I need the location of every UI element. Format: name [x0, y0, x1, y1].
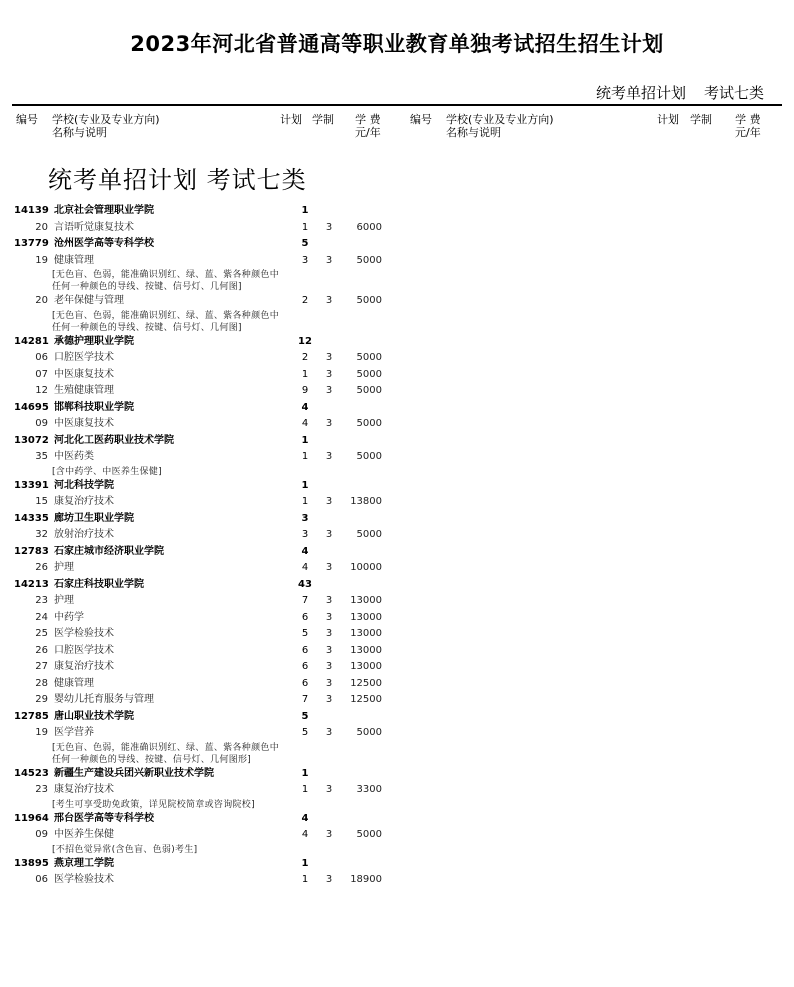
major-row: [0, 494, 420, 511]
major-plan: 3: [301, 254, 309, 266]
major-row: [0, 560, 420, 577]
major-name: 中医康复技术: [54, 418, 114, 429]
school-code: 14695: [14, 401, 49, 413]
major-fee: 13000: [350, 644, 382, 656]
school-plan: 4: [301, 401, 309, 413]
major-fee: 13800: [350, 496, 382, 507]
school-plan: 5: [301, 238, 309, 249]
major-years: 3: [325, 677, 333, 689]
major-plan: 3: [301, 529, 309, 540]
major-fee: 5000: [356, 529, 382, 540]
major-row: [0, 676, 420, 693]
school-row: [0, 544, 420, 561]
major-name: 护理: [54, 595, 74, 606]
major-code: 19: [35, 254, 48, 266]
school-row: [0, 577, 420, 594]
major-years: 3: [325, 595, 333, 606]
major-plan: 1: [301, 368, 309, 380]
col-header-years-right: 学制: [690, 113, 712, 126]
major-years: 3: [325, 784, 333, 795]
school-name: 燕京理工学院: [54, 857, 114, 869]
major-plan: 1: [301, 496, 309, 507]
school-plan: 1: [301, 767, 309, 779]
major-code: 28: [35, 677, 48, 689]
major-years: 3: [325, 727, 333, 738]
school-plan: 1: [301, 479, 309, 491]
major-plan: 2: [301, 295, 309, 306]
school-plan: 3: [301, 512, 309, 524]
header-category: 考试七类: [703, 84, 764, 102]
school-name: 北京社会管理职业学院: [54, 205, 154, 216]
major-note: [无色盲、色弱，能准确识别红、绿、蓝、紫各种颜色中任何一种颜色的导线、按键、信号灯、几何图形]: [52, 742, 280, 765]
major-code: 12: [35, 385, 48, 396]
major-years: 3: [325, 611, 333, 623]
major-plan: 5: [301, 727, 309, 738]
school-plan: 43: [298, 578, 312, 590]
school-name: 新疆生产建设兵团兴新职业技术学院: [54, 767, 214, 779]
major-note: [含中药学、中医养生保健]: [52, 466, 162, 477]
major-plan: 5: [301, 628, 309, 639]
school-row: [0, 511, 420, 528]
header-plan-type: 统考单招计划: [595, 84, 686, 102]
major-code: 23: [35, 784, 48, 795]
school-code: 12783: [14, 545, 49, 557]
major-code: 32: [35, 529, 48, 540]
major-name: 中药学: [54, 611, 84, 623]
major-years: 3: [325, 451, 333, 462]
major-fee: 5000: [356, 295, 382, 306]
col-header-fee-right-line1: 学 费: [735, 113, 761, 126]
col-header-code: 编号: [16, 113, 38, 126]
major-fee: 13000: [350, 595, 382, 606]
school-code: 14213: [14, 578, 49, 590]
major-years: 3: [325, 295, 333, 306]
major-name: 护理: [54, 562, 74, 573]
major-name: 口腔医学技术: [54, 644, 114, 656]
school-name: 邯郸科技职业学院: [54, 401, 134, 413]
school-name: 河北化工医药职业技术学院: [54, 434, 174, 446]
school-plan: 1: [301, 205, 309, 216]
major-row: [0, 610, 420, 627]
school-row: [0, 334, 420, 351]
school-code: 13391: [14, 479, 49, 491]
major-plan: 1: [301, 221, 309, 233]
col-header-school-right-line1: 学校(专业及专业方向): [446, 113, 554, 126]
major-plan: 1: [301, 451, 309, 462]
major-plan: 4: [301, 418, 309, 429]
major-years: 3: [325, 661, 333, 672]
major-name: 口腔医学技术: [54, 352, 114, 363]
major-fee: 13000: [350, 661, 382, 672]
col-header-school-right: [446, 113, 554, 139]
major-name: 康复治疗技术: [54, 496, 114, 507]
major-years: 3: [325, 368, 333, 380]
major-row: [0, 593, 420, 610]
school-row: [0, 856, 420, 873]
major-code: 27: [35, 661, 48, 672]
major-plan: 6: [301, 677, 309, 689]
major-row: [0, 367, 420, 384]
major-fee: 5000: [356, 829, 382, 840]
major-row: [0, 527, 420, 544]
school-code: 13895: [14, 857, 49, 869]
major-fee: 13000: [350, 611, 382, 623]
major-years: 3: [325, 874, 333, 885]
col-header-fee: [355, 113, 381, 139]
major-code: 20: [35, 295, 48, 306]
major-plan: 1: [301, 784, 309, 795]
major-name: 医学营养: [54, 727, 94, 738]
school-plan: 4: [301, 545, 309, 557]
major-fee: 6000: [356, 221, 382, 233]
major-plan: 6: [301, 611, 309, 623]
school-code: 13072: [14, 434, 49, 446]
school-code: 14139: [14, 205, 49, 216]
school-row: [0, 709, 420, 726]
school-name: 石家庄城市经济职业学院: [54, 545, 164, 557]
col-header-years: 学制: [312, 113, 334, 126]
major-fee: 12500: [350, 694, 382, 705]
school-name: 河北科技学院: [54, 479, 114, 491]
major-plan: 4: [301, 829, 309, 840]
major-code: 26: [35, 644, 48, 656]
school-code: 13779: [14, 238, 49, 249]
major-name: 康复治疗技术: [54, 661, 114, 672]
major-code: 09: [35, 418, 48, 429]
major-row: [0, 253, 420, 270]
major-plan: 2: [301, 352, 309, 363]
major-row: [0, 220, 420, 237]
school-name: 石家庄科技职业学院: [54, 578, 144, 590]
major-row: [0, 416, 420, 433]
major-years: 3: [325, 496, 333, 507]
major-row: [0, 449, 420, 466]
school-row: [0, 400, 420, 417]
major-name: 放射治疗技术: [54, 529, 114, 540]
major-code: 09: [35, 829, 48, 840]
major-fee: 5000: [356, 385, 382, 396]
major-years: 3: [325, 254, 333, 266]
major-code: 19: [35, 727, 48, 738]
school-row: [0, 203, 420, 220]
major-code: 23: [35, 595, 48, 606]
major-fee: 5000: [356, 368, 382, 380]
major-years: 3: [325, 352, 333, 363]
major-name: 健康管理: [54, 254, 94, 266]
major-row: [0, 827, 420, 844]
school-plan: 5: [301, 710, 309, 722]
col-header-fee-line1: 学 费: [355, 113, 381, 126]
major-code: 20: [35, 221, 48, 233]
school-name: 唐山职业技术学院: [54, 710, 134, 722]
major-row: [0, 293, 420, 310]
major-name: 健康管理: [54, 677, 94, 689]
major-years: 3: [325, 221, 333, 233]
major-note: [无色盲、色弱，能准确识别红、绿、蓝、紫各种颜色中任何一种颜色的导线、按键、信号灯、几何图]: [52, 270, 280, 292]
major-fee: 5000: [356, 352, 382, 363]
school-row: [0, 433, 420, 450]
major-row: [0, 725, 420, 742]
school-name: 邢台医学高等专科学校: [54, 812, 154, 824]
major-fee: 5000: [356, 451, 382, 462]
major-note: [考生可享受助免政策，详见院校简章或咨询院校]: [52, 799, 255, 810]
school-plan: 4: [301, 812, 309, 824]
school-name: 承德护理职业学院: [54, 335, 134, 347]
school-code: 14523: [14, 767, 49, 779]
major-years: 3: [325, 529, 333, 540]
school-row: [0, 811, 420, 828]
major-name: 中医康复技术: [54, 368, 114, 380]
col-header-school-right-line2: 名称与说明: [446, 126, 501, 139]
major-code: 25: [35, 628, 48, 639]
major-row: [0, 659, 420, 676]
section-title: 统考单招计划 考试七类: [48, 166, 307, 194]
major-code: 15: [35, 496, 48, 507]
major-code: 26: [35, 562, 48, 573]
major-code: 06: [35, 874, 48, 885]
major-row: [0, 626, 420, 643]
major-fee: 5000: [356, 254, 382, 266]
school-plan: 1: [301, 434, 309, 446]
major-plan: 7: [301, 595, 309, 606]
col-header-fee-right: [735, 113, 761, 139]
major-years: 3: [325, 694, 333, 705]
col-header-school: [52, 113, 160, 139]
plan-table: [0, 203, 420, 889]
major-code: 35: [35, 451, 48, 462]
school-code: 11964: [14, 812, 49, 824]
major-name: 医学检验技术: [54, 628, 114, 639]
major-row: [0, 350, 420, 367]
school-name: 沧州医学高等专科学校: [54, 238, 154, 249]
major-name: 中医药类: [54, 451, 94, 462]
major-note: [无色盲、色弱，能准确识别红、绿、蓝、紫各种颜色中任何一种颜色的导线、按键、信号灯、几何图]: [52, 310, 280, 333]
school-code: 14335: [14, 512, 49, 524]
major-years: 3: [325, 418, 333, 429]
col-header-code-right: 编号: [410, 113, 432, 126]
major-plan: 1: [301, 874, 309, 885]
major-fee: 5000: [356, 727, 382, 738]
major-plan: 4: [301, 562, 309, 573]
school-code: 14281: [14, 335, 49, 347]
major-code: 24: [35, 611, 48, 623]
major-fee: 12500: [350, 677, 382, 689]
school-plan: 1: [301, 857, 309, 869]
school-row: [0, 766, 420, 783]
major-name: 医学检验技术: [54, 874, 114, 885]
major-note: [不招色觉异常(含色盲、色弱)考生]: [52, 844, 198, 855]
major-fee: 3300: [356, 784, 382, 795]
col-header-school-line2: 名称与说明: [52, 126, 107, 139]
major-years: 3: [325, 385, 333, 396]
major-name: 中医养生保健: [54, 829, 114, 840]
school-name: 廊坊卫生职业学院: [54, 512, 134, 524]
major-code: 07: [35, 368, 48, 380]
major-name: 康复治疗技术: [54, 784, 114, 795]
col-header-fee-right-line2: 元/年: [735, 126, 761, 139]
major-row: [0, 383, 420, 400]
major-row: [0, 872, 420, 889]
major-name: 老年保健与管理: [54, 295, 124, 306]
document-title: 2023年河北省普通高等职业教育单独考试招生招生计划: [130, 32, 664, 56]
major-code: 06: [35, 352, 48, 363]
major-years: 3: [325, 644, 333, 656]
major-plan: 6: [301, 644, 309, 656]
major-years: 3: [325, 628, 333, 639]
major-fee: 5000: [356, 418, 382, 429]
major-years: 3: [325, 829, 333, 840]
col-header-plan-right: 计划: [657, 113, 679, 126]
major-plan: 9: [301, 385, 309, 396]
major-name: 婴幼儿托育服务与管理: [54, 694, 154, 705]
major-plan: 6: [301, 661, 309, 672]
major-code: 29: [35, 694, 48, 705]
major-years: 3: [325, 562, 333, 573]
header-rule: [12, 104, 782, 106]
col-header-fee-line2: 元/年: [355, 126, 381, 139]
major-fee: 18900: [350, 874, 382, 885]
major-name: 言语听觉康复技术: [54, 221, 134, 233]
school-code: 12785: [14, 710, 49, 722]
col-header-school-line1: 学校(专业及专业方向): [52, 113, 160, 126]
school-row: [0, 236, 420, 253]
school-plan: 12: [298, 335, 312, 347]
major-row: [0, 782, 420, 799]
major-fee: 13000: [350, 628, 382, 639]
major-fee: 10000: [350, 562, 382, 573]
major-row: [0, 643, 420, 660]
major-row: [0, 692, 420, 709]
major-plan: 7: [301, 694, 309, 705]
col-header-plan: 计划: [280, 113, 302, 126]
header-right: [578, 82, 764, 103]
school-row: [0, 478, 420, 495]
major-name: 生殖健康管理: [54, 385, 114, 396]
